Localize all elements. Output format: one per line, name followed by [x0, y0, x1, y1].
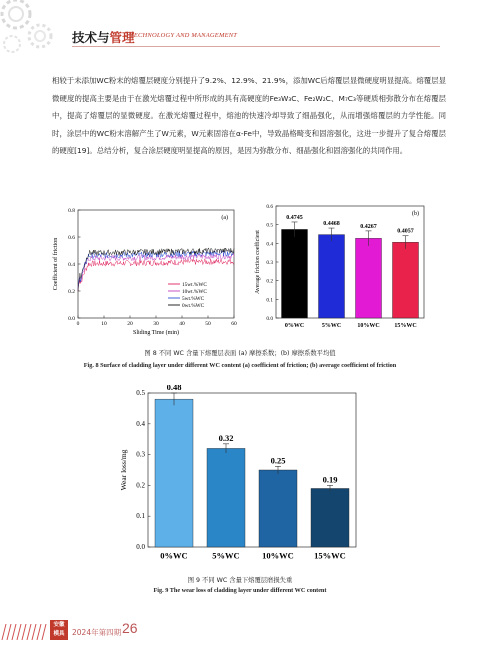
wear-loss-bar-chart — [112, 385, 362, 570]
journal-logo: 安徽 模具 — [50, 620, 68, 640]
legend-label-3: 0wt.%WC — [182, 303, 205, 309]
category-label-3: 15%WC — [394, 323, 417, 329]
y-tick-label: 0.2 — [266, 278, 273, 285]
paragraph: 相较于未添加WC粉末的熔覆层硬度分别提升了9.2%、12.9%、21.9%，添加WC后熔覆层显微硬度明显提高。熔覆层显微硬度的提高主要是由于在激光熔覆过程中所形成的具有高硬度的Fe₃W₃C、Fe₂W₂C、M₇C₃等硬质相弥散分布在熔覆层中，提高了熔覆层的显微硬度。在激光熔覆过程中，熔池的快速冷却导致了细晶强化，从而增强熔覆层的力学性能。同时，涂层中的WC粉末溶解产生了W元素，W元素固溶在α-Fe中，导致晶格畸变和固溶强化，这进一步提升了复合熔覆层的硬度[19]。总结分析，复合涂层硬度明显提高的原因，是因为弥散分布、细晶强化和固溶强化的共同作用。 — [52, 76, 446, 156]
data-label-1: 0.32 — [218, 432, 234, 443]
y-tick-label: 0.4 — [136, 419, 145, 428]
series-line-0 — [78, 259, 234, 291]
y-tick-label: 0.0 — [136, 543, 145, 551]
fig9-caption-en: Fig. 9 The wear loss of cladding layer under different WC content — [153, 587, 327, 594]
journal-section-title: 技术与管理 — [72, 30, 135, 45]
page-number: 26 — [122, 620, 138, 636]
bar-0 — [155, 399, 193, 547]
category-label-1: 5%WC — [321, 323, 342, 329]
y-tick-label: 0.3 — [136, 450, 145, 459]
y-tick-label: 0.0 — [266, 316, 273, 322]
category-label-3: 15%WC — [314, 550, 346, 561]
category-label-2: 10%WC — [357, 323, 380, 329]
y-tick-label: 0.6 — [266, 204, 273, 210]
y-tick-label: 0.0 — [68, 316, 75, 322]
legend-label-0: 15wt.%WC — [182, 282, 207, 288]
category-label-0: 0%WC — [160, 550, 188, 561]
data-label-2: 0.4267 — [360, 223, 377, 230]
body-text — [52, 72, 446, 160]
y-tick-label: 0.5 — [136, 389, 145, 397]
data-label-3: 0.4057 — [397, 228, 414, 235]
header-divider — [72, 46, 440, 47]
y-tick-label: 0.5 — [266, 222, 273, 229]
bar-2 — [259, 470, 297, 547]
data-label-2: 0.25 — [270, 455, 286, 466]
legend-label-2: 5wt.%WC — [182, 296, 205, 302]
y-axis-label: Coefficient of friction — [53, 237, 59, 291]
x-tick-label: 0 — [76, 321, 80, 327]
y-tick-label: 0.2 — [68, 289, 75, 295]
journal-section-subtitle: TECHNOLOGY AND MANAGEMENT — [130, 32, 238, 39]
panel-label: (b) — [412, 211, 419, 217]
data-label-3: 0.19 — [322, 474, 338, 485]
data-label-1: 0.4468 — [323, 221, 340, 228]
gear-decoration-icon — [0, 0, 70, 60]
y-tick-label: 0.4 — [68, 262, 75, 268]
y-axis-label: Average friction coefficient — [255, 230, 261, 294]
x-tick-label: 60 — [231, 321, 237, 327]
data-label-0: 0.48 — [166, 385, 182, 392]
x-tick-label: 10 — [101, 321, 107, 327]
y-tick-label: 0.6 — [68, 235, 75, 241]
y-tick-label: 0.4 — [266, 241, 273, 248]
y-tick-label: 0.1 — [136, 512, 145, 521]
issue-label: 2024年第四期 — [72, 628, 122, 637]
y-tick-label: 0.8 — [68, 208, 75, 214]
y-tick-label: 0.3 — [266, 260, 273, 266]
bar-1 — [319, 235, 345, 318]
friction-coefficient-line-chart — [48, 200, 244, 340]
fig8-caption-en: Fig. 8 Surface of cladding layer under different WC content (a) coefficient of friction; (b) average coefficient of friction — [83, 362, 397, 369]
bar-3 — [311, 488, 349, 547]
x-tick-label: 50 — [205, 321, 211, 327]
x-tick-label: 20 — [127, 321, 133, 327]
y-tick-label: 0.1 — [266, 297, 273, 304]
bar-0 — [282, 229, 308, 318]
average-friction-bar-chart — [250, 200, 430, 340]
category-label-0: 0%WC — [284, 323, 305, 329]
data-label-0: 0.4745 — [286, 214, 303, 221]
category-label-1: 5%WC — [212, 550, 240, 561]
bar-3 — [393, 242, 419, 318]
y-tick-label: 0.2 — [136, 481, 145, 490]
series-line-1 — [78, 253, 234, 290]
panel-label: (a) — [221, 215, 228, 221]
footer-stripes — [0, 624, 50, 640]
fig8-caption-cn: 图 8 不同 WC 含量下熔覆层表面 (a) 摩擦系数；(b) 摩擦系数平均值 — [144, 350, 336, 357]
y-axis-label: Wear loss/mg — [119, 449, 128, 491]
series-line-2 — [78, 251, 234, 289]
category-label-2: 10%WC — [262, 550, 294, 561]
x-tick-label: 30 — [153, 321, 159, 327]
bar-2 — [356, 238, 382, 318]
fig9-caption-cn: 图 9 不同 WC 含量下熔覆层磨损失重 — [187, 577, 293, 584]
bar-1 — [207, 448, 245, 547]
x-tick-label: 40 — [179, 321, 185, 327]
x-axis-label: Sliding Time (min) — [132, 330, 180, 336]
legend-label-1: 10wt.%WC — [182, 289, 207, 295]
